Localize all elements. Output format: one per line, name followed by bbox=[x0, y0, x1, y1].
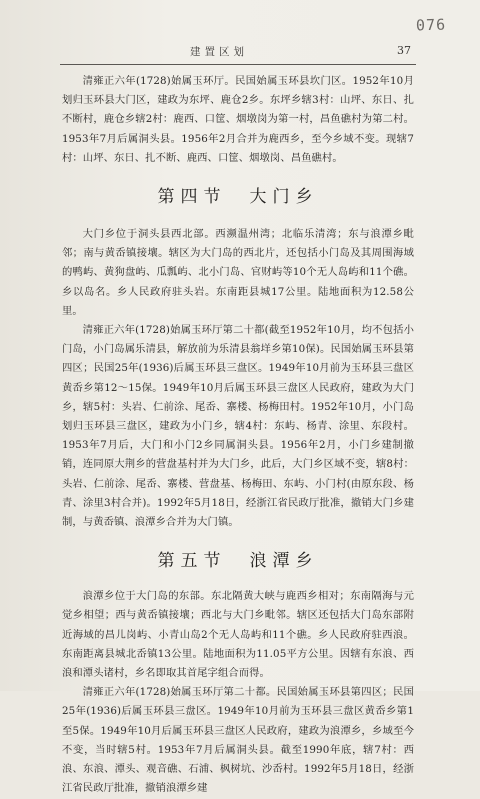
damen-history-paragraph: 清雍正六年(1728)始属玉环厅第二十都(截至1952年10月，均不包括小门岛，小门岛属乐清县，解放前为乐清县翁垟乡第10保)。民国始属玉环县第四区；民国25年(1936)后属玉环县三盘区。1949年10月前为玉环县三盘区黄岙乡第12～15保。1949年10月后属玉环县三盘区人民政府，建政为大门乡，辖5村：头岩、仁前涂、尾岙、寨楼、杨梅田村。1952年10月，小门岛划归玉环县三盘区，建政为小门乡，辖4村：东屿、杨青、涂里、东段村。1953年7月后，大门和小门2乡同属洞头县。1956年2月，小门乡建制撤销，连同原大荆乡的营盘基村并为大门乡，此后，大门乡区域不变，辖8村：头岩、仁前涂、尾岙、寨楼、营盘基、杨梅田、东屿、小门村(由原东段、杨青、涂里3村合并)。1992年5月18日，经浙江省民政厅批准，撤销大门乡建制，与黄岙镇、浪潭乡合并为大门镇。 bbox=[62, 324, 414, 529]
langtan-history-paragraph: 清雍正六年(1728)始属玉环厅第二十都。民国始属玉环县第四区；民国25年(1936)后属玉环县三盘区。1949年10月前为玉环县三盘区黄岙乡第1至5保。1949年10月后属玉环县三盘区人民政府，建政为浪潭乡，乡域至今不变，当时辖5村。1953年7月后属洞头县。截至1990年底，辖7村：西浪、东浪、潭头、观音礁、石浦、枫树坑、沙岙村。1992年5月18日，经浙江省民政厅批准，撤销浪潭乡建 bbox=[62, 686, 414, 795]
section-heading-langtan: 第五节 浪潭乡 bbox=[157, 551, 319, 572]
section-heading-damen: 第四节 大门乡 bbox=[157, 187, 319, 208]
damen-location-paragraph: 大门乡位于洞头县西北部。西濒温州湾；北临乐清湾；东与浪潭乡毗邻；南与黄岙镇接壤。辖区为大门岛的西北片，还包括小门岛及其周围海域的鸭屿、黄狗盘屿、瓜瓢屿、北小门岛、官财屿等10个无人岛屿和11个礁。乡以岛名。乡人民政府驻头岩。东南距县城17公里。陆地面积为12.58公里。 bbox=[62, 228, 414, 317]
page-number: 37 bbox=[397, 44, 411, 57]
langtan-location-paragraph: 浪潭乡位于大门岛的东部。东北隔黄大峡与鹿西乡相对；东南隔海与元觉乡相望；西与黄岙镇接壤；西北与大门乡毗邻。辖区还包括大门岛东部附近海域的昌儿岗屿、小青山岛2个无人岛屿和11个礁。乡人民政府驻西浪。东南距离县城北岙镇13公里。陆地面积为11.05平方公里。因辖有东浪、西浪和潭头诸村，乡名即取其首尾字组合而得。 bbox=[62, 590, 414, 680]
intro-paragraph: 清雍正六年(1728)始属玉环厅。民国始属玉环县坎门区。1952年10月划归玉环县大门区，建政为东坪、鹿仓2乡。东坪乡辖3村：山坪、东日、扎不断村，鹿仓乡辖2村：鹿西、口筐、烟墩岗为第一村，昌鱼礁村为第二村。1953年7月后属洞头县。1956年2月合并为鹿西乡，至今乡域不变。现辖7村：山坪、东日、扎不断、鹿西、口筐、烟墩岗、昌鱼礁村。 bbox=[62, 75, 414, 164]
page-body bbox=[62, 72, 414, 799]
corner-stamp: 076 bbox=[415, 15, 447, 35]
running-title: 建置区划 bbox=[190, 46, 248, 58]
header-rule bbox=[60, 64, 416, 65]
